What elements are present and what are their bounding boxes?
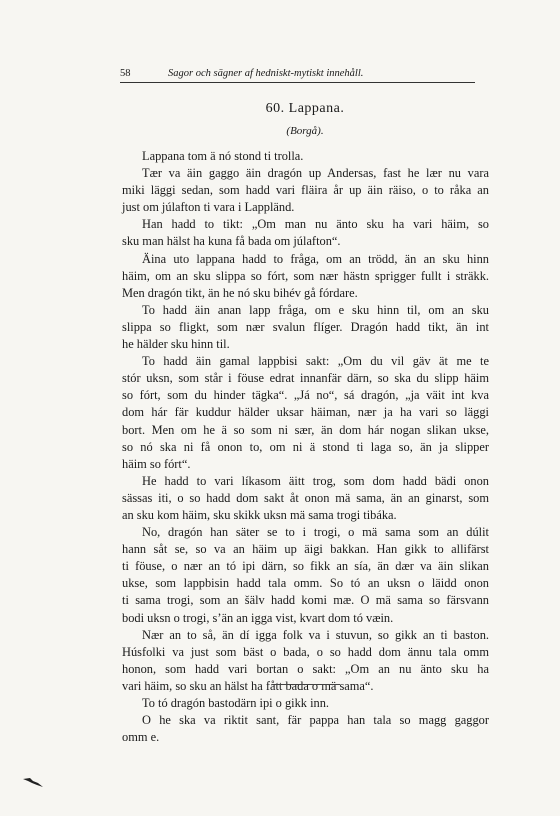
text-line: To hadd äin anan lapp fråga, om e sku hinn til, om an sku [142,302,489,317]
running-title: Sagor och sägner af hedniskt-mytiskt innehåll. [168,68,364,79]
text-line: honon, som hadd vari bortan o sakt: „Om an nu änto sku ha [122,661,489,676]
text-line: dom hár fär kuddur hälder uksar häiman, nær ja ha vari so läggi [122,405,489,420]
text-line: Tær va äin gaggo äin dragón up Andersas, fast he lær nu vara [142,166,489,181]
text-line: Han hadd to tikt: „Om man nu änto sku ha vari häim, so [142,217,489,232]
text-line: häim, om an sku slippa so fórt, som nær hästn sprigger fullt i sträkk. [122,268,489,283]
text-line: Lappana tom ä nó stond ti trolla. [142,149,304,163]
text-line: Äina uto lappana hadd to fråga, om an trödd, än an sku hinn [142,251,489,266]
text-line: To hadd äin gamal lappbisi sakt: „Om du vil gäv ät me te [142,354,489,369]
text-line: Men dragón tikt, än he nó sku bihév gå fórdare. [122,285,358,300]
story-text [122,148,489,746]
text-line: bort. Men om he ä so som ni sær, än dom hár nogan slikan ukse, [122,422,489,437]
text-line: To tó dragón bastodärn ipi o gikk inn. [142,696,330,710]
text-line: vari häim, so sku an hälst ha fått bada o mä sama“. [122,678,374,693]
text-line: so fórt, som du hinder tägka“. „Já no“, sá dragón, „ja väit int kva [122,388,489,403]
text-line: sässas iti, o so hadd dom sakt åt onon mä sama, än an ginarst, som [122,490,489,505]
text-line: O he ska va riktit sant, fär pappa han tala so magg gaggor [142,713,489,728]
text-line: so nó ska ni få onon to, om ni ä stond ti laga so, än ja slipper [122,439,489,454]
text-line: stór uksn, som står i föuse edrat innanfär därn, so ska du slipp häim [122,371,489,386]
text-line: omm e. [122,730,160,745]
text-line: ti sama trogi, som an šälv hadd komi mæ. O mä sama so färsvann [122,593,489,608]
text-line: sku man hälst ha kuna få bada om júlafton“. [122,234,341,249]
running-header [120,66,475,83]
text-line: hann såt se, so va an häim up äigi bakkan. Han gikk to allifärst [122,542,489,557]
text-line: bodi uksn o trogi, s’än an igga vist, kvart dom tó væin. [122,610,394,625]
text-line: just om júlafton ti vara i Lappländ. [122,200,295,215]
text-line: He hadd to vari líkasom äitt trog, som dom hadd bädi onon [142,473,489,488]
text-line: No, dragón han säter se to i trogi, o mä sama som an dúlit [142,525,489,540]
text-line: slippa so fligkt, som nær svalun flíger. Dragón hadd tikt, än int [122,319,489,334]
end-rule [272,684,340,685]
text-line: ti föuse, o nær an tó ipi därn, so fikk an sía, än dær va äin slikan [122,559,489,574]
story-origin: (Borgå). [286,125,324,137]
story-title: 60. Lappana. [265,101,345,116]
text-line: he hälder sku hinn til. [122,337,230,352]
page-number: 58 [120,68,131,79]
ink-mark-icon [22,776,44,788]
text-line: Nær an to så, än dí igga folk va i stuvun, so gikk an ti baston. [142,627,489,642]
text-line: Húsfolki va just som bäst o bada, o so hadd dom ännu tala omm [122,644,489,659]
text-line: miki läggi sedan, som hadd vari fläira år up äin räiso, o to råka an [122,183,489,198]
text-line: häim so fórt“. [122,456,191,471]
text-line: ukse, som lappbisin hadd tala omm. So tó an uksn o läidd onon [122,576,489,591]
text-line: an sku kom häim, sku skikk uksn mä sama trogi tibáka. [122,507,397,522]
